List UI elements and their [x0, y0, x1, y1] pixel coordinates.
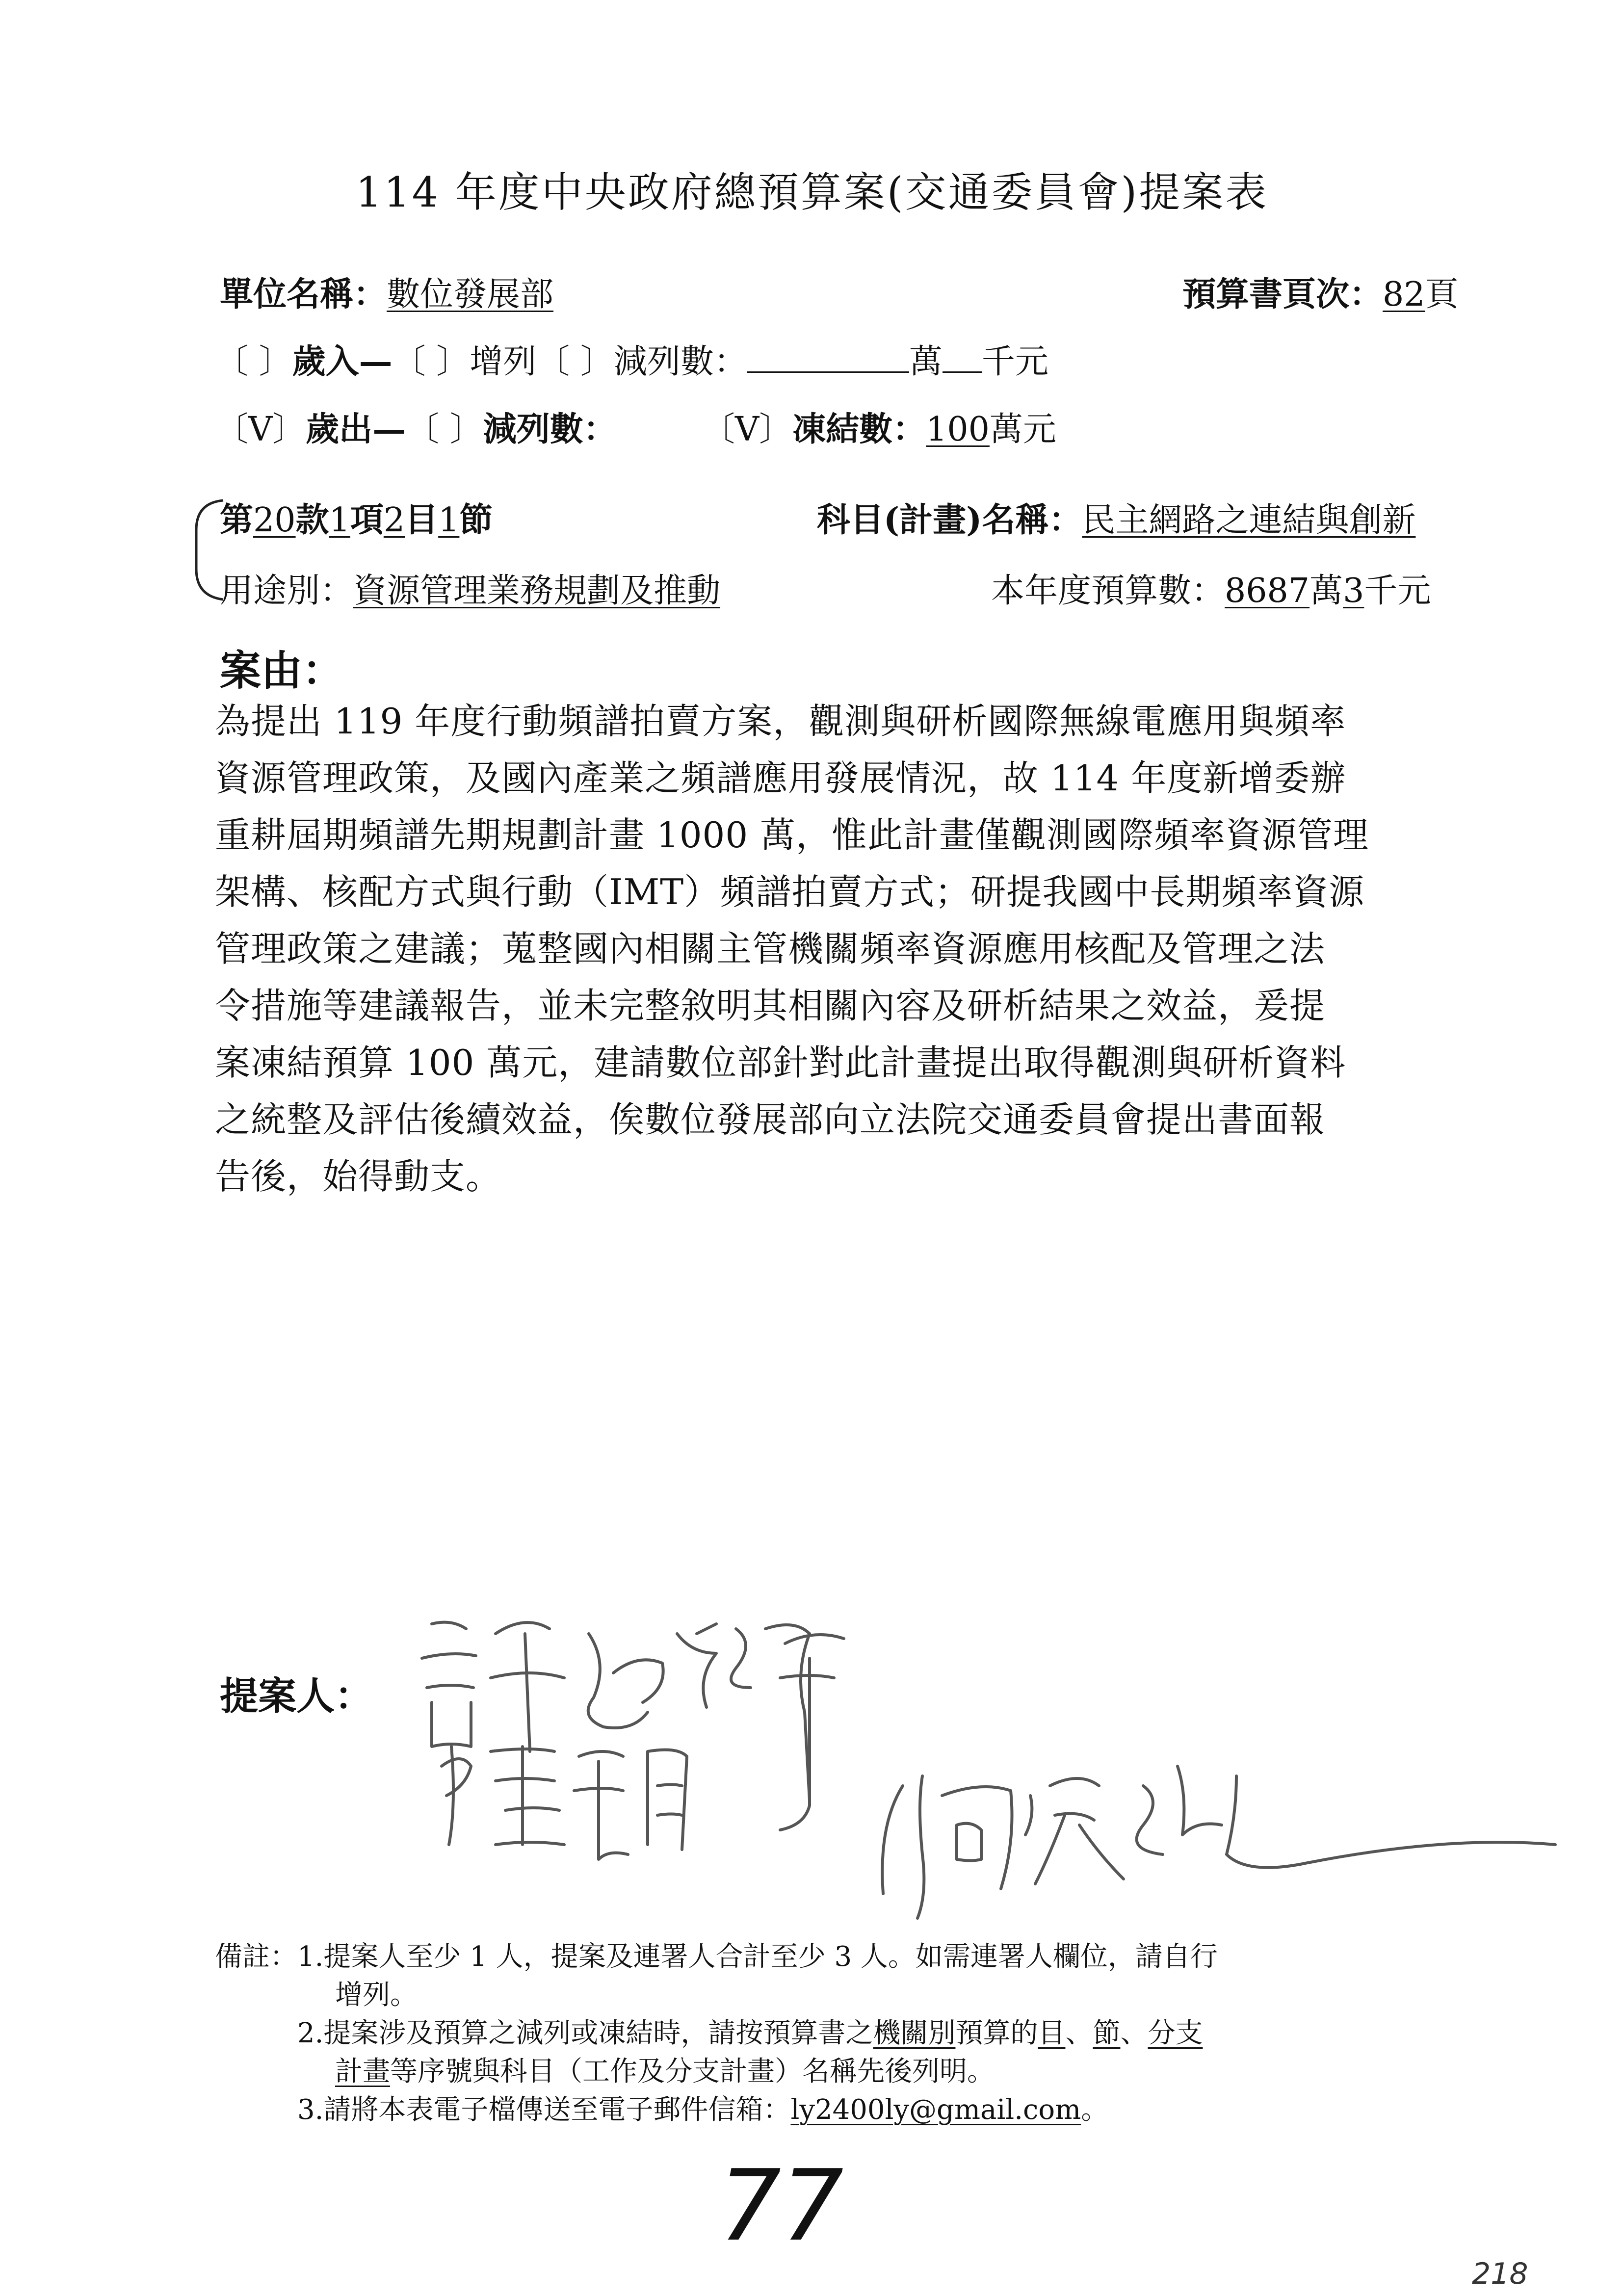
revenue-label: 歲入—: [292, 342, 393, 381]
expense-label: 歲出—: [306, 410, 406, 449]
note-2a-pre: 2.提案涉及預算之減列或凍結時，請按預算書之: [297, 2017, 873, 2049]
proposer-label: 提案人：: [220, 1674, 373, 1719]
budget-qian-value: 3: [1343, 572, 1364, 610]
reason-line: 令措施等建議報告，並未完整敘明其相關內容及研析結果之效益，爰提: [215, 985, 1326, 1026]
expense-checkbox: 〔V〕: [215, 410, 306, 449]
use-label: 用途別：: [220, 572, 354, 610]
page-ref-label: 預算書頁次：: [1182, 275, 1383, 314]
reason-body: [215, 693, 1471, 1205]
section-xiang-no: 1: [329, 501, 350, 540]
reason-line: 案凍結預算 100 萬元，建請數位部針對此計畫提出取得觀測與研析資料: [215, 1042, 1346, 1083]
reason-line: 資源管理政策，及國內產業之頻譜應用發展情況，故 114 年度新增委辦: [215, 757, 1346, 799]
section-code-row: [220, 498, 493, 543]
notes-label: 備註：: [215, 1941, 297, 1973]
budget-qian: 千元: [1364, 572, 1431, 610]
corner-mark: 218: [1472, 2257, 1528, 2291]
revenue-wan: 萬: [909, 342, 943, 381]
revenue-unit: 千元: [981, 342, 1048, 381]
reason-heading: 案由：: [220, 646, 344, 695]
note-2a-u2: 目: [1038, 2017, 1066, 2049]
page-ref-value: 82: [1383, 275, 1425, 314]
notes: [215, 1938, 1218, 2129]
note-2a-u4: 分支: [1148, 2017, 1203, 2049]
note-1a: 1.提案人至少 1 人，提案及連署人合計至少 3 人。如需連署人欄位，請自行: [297, 1941, 1218, 1973]
budget-wan-value: 8687: [1225, 572, 1310, 610]
revenue-checkbox: 〔 〕: [215, 342, 292, 381]
note-2a-sep2: 、: [1120, 2017, 1148, 2049]
note-1b: 增列。: [335, 1979, 418, 2011]
subject-value: 民主網路之連結與創新: [1082, 501, 1416, 540]
note-3-end: 。: [1081, 2094, 1109, 2126]
section-xiang: 項: [350, 500, 384, 540]
note-3-email[interactable]: ly2400ly@gmail.com: [790, 2094, 1081, 2126]
reason-line: 為提出 119 年度行動頻譜拍賣方案，觀測與研析國際無線電應用與頻率: [215, 701, 1346, 742]
note-2a-sep1: 、: [1065, 2017, 1093, 2049]
reason-line: 重耕屆期頻譜先期規劃計畫 1000 萬，惟此計畫僅觀測國際頻率資源管理: [215, 814, 1369, 856]
note-2b-rest: 等序號與科目（工作及分支計畫）名稱先後列明。: [390, 2056, 995, 2087]
note-2a-u3: 節: [1093, 2017, 1121, 2049]
freeze-value: 100: [926, 410, 990, 449]
subject-row: [817, 498, 1415, 543]
subject-label: 科目(計畫)名稱：: [817, 500, 1082, 540]
freeze-label: 凍結數：: [792, 410, 926, 449]
freeze-checkbox: 〔V〕: [702, 410, 793, 449]
expense-row: [215, 407, 617, 452]
revenue-row: [215, 339, 1048, 384]
freeze-unit: 萬元: [989, 410, 1056, 449]
freeze-row: [702, 407, 1056, 452]
revenue-qian-blank: [943, 342, 982, 373]
reason-line: 告後，始得動支。: [215, 1156, 502, 1197]
budget-row: [991, 569, 1431, 613]
reason-line: 架構、核配方式與行動（IMT）頻譜拍賣方式；研提我國中長期頻率資源: [215, 871, 1365, 913]
reason-line: 之統整及評估後續效益，俟數位發展部向立法院交通委員會提出書面報: [215, 1099, 1326, 1140]
budget-wan: 萬: [1310, 572, 1343, 610]
note-2b-u: 計畫: [335, 2056, 390, 2087]
unit-row: [220, 272, 553, 317]
expense-cut-label: 減列數：: [483, 410, 617, 449]
form-title: 114 年度中央政府總預算案(交通委員會)提案表: [355, 168, 1269, 216]
handwritten-page-number: 77: [719, 2149, 844, 2263]
page-ref-suffix: 頁: [1425, 275, 1459, 314]
revenue-amount-blank: [747, 342, 909, 373]
revenue-decrease: 〔 〕減列數：: [536, 342, 747, 381]
note-2a-mid: 預算的: [955, 2017, 1038, 2049]
section-kuan: 款: [295, 500, 329, 540]
section-mu-no: 2: [383, 501, 405, 540]
section-di: 第: [220, 500, 254, 540]
unit-label: 單位名稱：: [220, 275, 387, 314]
section-jie: 節: [459, 500, 493, 540]
expense-cut-checkbox: 〔 〕: [406, 410, 483, 449]
section-jie-no: 1: [438, 501, 460, 540]
note-3-pre: 3.請將本表電子檔傳送至電子郵件信箱：: [297, 2094, 791, 2126]
section-mu: 目: [405, 500, 439, 540]
budget-label: 本年度預算數：: [991, 572, 1225, 610]
reason-line: 管理政策之建議；蒐整國內相關主管機關頻率資源應用核配及管理之法: [215, 928, 1326, 969]
section-kuan-no: 20: [253, 501, 296, 540]
use-value: 資源管理業務規劃及推動: [353, 572, 721, 610]
page-ref-row: [1182, 272, 1459, 317]
revenue-increase: 〔 〕增列: [392, 342, 537, 381]
use-row: [220, 569, 720, 613]
unit-value: 數位發展部: [387, 275, 554, 314]
note-2a-u1: 機關別: [873, 2017, 956, 2049]
